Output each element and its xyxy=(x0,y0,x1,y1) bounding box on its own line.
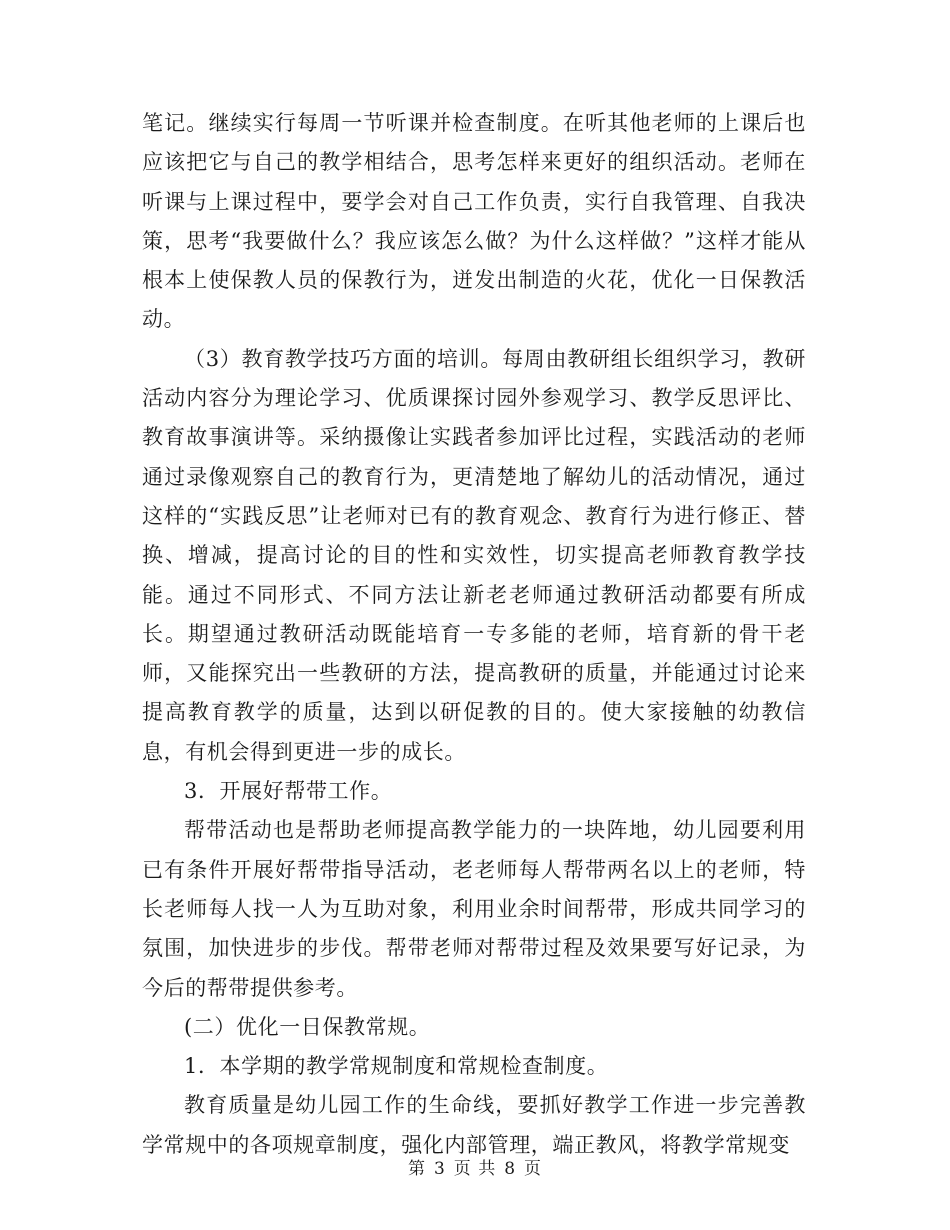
paragraph-3-heading: 3．开展好帮带工作。 xyxy=(184,779,393,804)
footer-suffix: 页 xyxy=(524,1159,543,1179)
paragraph-7: 教育质量是幼儿园工作的生命线，要抓好教学工作进一步完善教学常规中的各项规章制度，强化内部管理，端正教风，将教学常规变 xyxy=(142,1093,806,1157)
footer-prefix: 第 xyxy=(407,1159,426,1179)
paragraph-1: 笔记。继续实行每周一节听课并检查制度。在听其他老师的上课后也应该把它与自己的教学相结合，思考怎样来更好的组织活动。老师在听课与上课过程中，要学会对自己工作负责，实行自我管理、自我决策，思考“我要做什么？我应该怎么做？为什么这样做？”这样才能从根本上使保教人员的保教行为，迸发出制造的火花，优化一日保教活动。 xyxy=(142,111,806,332)
footer-page-number: 3 xyxy=(433,1159,446,1179)
paragraph-4: 帮带活动也是帮助老师提高教学能力的一块阵地，幼儿园要利用已有条件开展好帮带指导活动，老老师每人帮带两名以上的老师，特长老师每人找一人为互助对象，利用业余时间帮带，形成共同学习的氛围，加快进步的步伐。帮带老师对帮带过程及效果要写好记录，为今后的帮带提供参考。 xyxy=(142,818,806,1000)
page-footer xyxy=(0,1154,950,1179)
paragraph-2: （3）教育教学技巧方面的培训。每周由教研组长组织学习，教研活动内容分为理论学习、优质课探讨园外参观学习、教学反思评比、教育故事演讲等。采纳摄像让实践者参加评比过程，实践活动的老师通过录像观察自己的教育行为，更清楚地了解幼儿的活动情况，通过这样的“实践反思”让老师对已有的教育观念、教育行为进行修正、替换、增减，提高讨论的目的性和实效性，切实提高老师教育教学技能。通过不同形式、不同方法让新老老师通过教研活动都要有所成长。期望通过教研活动既能培育一专多能的老师，培育新的骨干老师，又能探究出一些教研的方法，提高教研的质量，并能通过讨论来提高教育教学的质量，达到以研促教的目的。使大家接触的幼教信息，有机会得到更进一步的成长。 xyxy=(142,346,806,764)
paragraph-5-heading: (二）优化一日保教常规。 xyxy=(184,1014,431,1039)
document-body xyxy=(142,104,806,1165)
paragraph-6-heading: 1．本学期的教学常规制度和常规检查制度。 xyxy=(184,1054,609,1079)
footer-middle: 页 共 xyxy=(453,1159,497,1179)
footer-total-pages: 8 xyxy=(504,1159,517,1179)
